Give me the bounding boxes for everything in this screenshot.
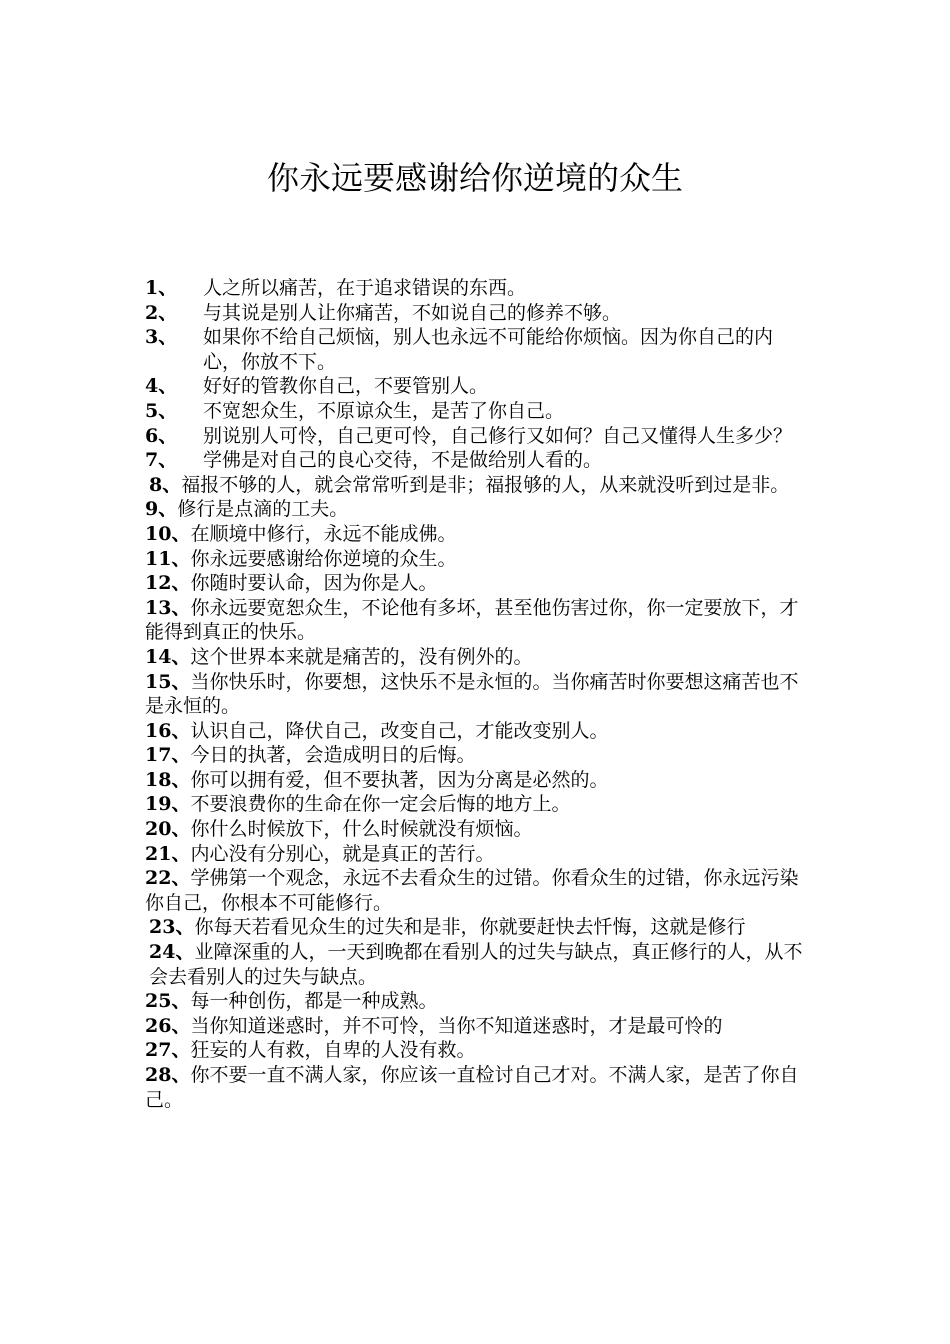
item-number: 11、 <box>145 547 191 570</box>
item-text: 学佛第一个观念，永远不去看众生的过错。你看众生的过错，你永远污染你自己，你根本不可能修行。 <box>145 867 799 914</box>
list-item <box>145 1063 809 1112</box>
list-item <box>145 915 809 940</box>
item-text: 当你快乐时，你要想，这快乐不是永恒的。当你痛苦时你要想这痛苦也不是永恒的。 <box>145 670 799 718</box>
item-number: 8、 <box>149 473 182 496</box>
list-item <box>145 522 809 547</box>
item-number: 24、 <box>149 941 195 964</box>
item-text: 在顺境中修行，永远不能成佛。 <box>190 522 457 545</box>
item-number: 9、 <box>145 498 178 521</box>
item-text: 认识自己，降伏自己，改变自己，才能改变别人。 <box>190 719 609 742</box>
list-item <box>145 325 809 374</box>
item-number: 1、 <box>145 277 178 299</box>
list-item <box>145 399 809 424</box>
item-text: 与其说是别人让你痛苦，不如说自己的修养不够。 <box>203 301 622 324</box>
item-number: 26、 <box>145 1014 191 1037</box>
item-number: 3、 <box>145 326 178 349</box>
item-text: 内心没有分别心，就是真正的苦行。 <box>190 842 495 865</box>
item-text: 你永远要感谢给你逆境的众生。 <box>190 547 457 570</box>
item-text: 每一种创伤，都是一种成熟。 <box>190 990 438 1013</box>
item-number: 20、 <box>145 818 191 841</box>
item-text: 你可以拥有爱，但不要执著，因为分离是必然的。 <box>190 768 609 791</box>
item-number: 6、 <box>145 424 178 447</box>
item-text: 今日的执著，会造成明日的后悔。 <box>190 744 476 767</box>
list-item <box>145 866 809 915</box>
list-item <box>145 842 809 867</box>
item-text: 如果你不给自己烦恼，别人也永远不可能给你烦恼。因为你自己的内心，你放不下。 <box>203 326 774 373</box>
item-number: 7、 <box>145 449 178 472</box>
item-text: 这个世界本来就是痛苦的，没有例外的。 <box>190 645 533 668</box>
list-item <box>145 301 809 326</box>
item-number: 27、 <box>145 1039 191 1062</box>
item-text: 业障深重的人，一天到晚都在看别人的过失与缺点，真正修行的人，从不会去看别人的过失与缺点。 <box>149 941 803 988</box>
page-title: 你永远要感谢给你逆境的众生 <box>266 159 683 197</box>
list-item <box>145 817 809 842</box>
item-text: 当你知道迷惑时，并不可怜，当你不知道迷惑时，才是最可怜的 <box>190 1014 723 1037</box>
list-item <box>145 473 809 498</box>
item-text: 人之所以痛苦，在于追求错误的东西。 <box>203 277 527 299</box>
item-text: 你永远要宽恕众生，不论他有多坏，甚至他伤害过你，你一定要放下，才能得到真正的快乐。 <box>145 596 799 644</box>
list-item <box>145 670 809 719</box>
item-number: 22、 <box>145 867 191 890</box>
item-number: 2、 <box>145 301 178 324</box>
list-item <box>145 719 809 744</box>
list-item <box>145 374 809 399</box>
item-number: 25、 <box>145 990 191 1013</box>
item-number: 23、 <box>149 916 195 939</box>
item-text: 你随时要认命，因为你是人。 <box>190 572 438 595</box>
list-item <box>145 497 809 522</box>
item-number: 5、 <box>145 399 178 422</box>
list-item <box>145 596 809 645</box>
list-item <box>145 989 809 1014</box>
list-item <box>145 1014 809 1039</box>
list-item <box>145 940 809 989</box>
list-item <box>145 743 809 768</box>
item-number: 16、 <box>145 719 191 742</box>
item-number: 14、 <box>145 645 191 668</box>
list-item <box>145 768 809 793</box>
item-text: 不要浪费你的生命在你一定会后悔的地方上。 <box>190 793 571 816</box>
list-item <box>145 571 809 596</box>
list-item <box>145 1038 809 1063</box>
item-text: 你每天若看见众生的过失和是非，你就要赶快去忏悔，这就是修行 <box>194 916 746 939</box>
item-number: 28、 <box>145 1064 191 1086</box>
item-number: 13、 <box>145 596 191 619</box>
item-text: 福报不够的人，就会常常听到是非；福报够的人，从来就没听到过是非。 <box>181 473 790 496</box>
item-text: 学佛是对自己的良心交待，不是做给别人看的。 <box>203 449 603 472</box>
item-text: 好好的管教你自己，不要管别人。 <box>203 375 489 398</box>
item-text: 不宽恕众生，不原谅众生，是苦了你自己。 <box>203 399 565 422</box>
item-text: 修行是点滴的工夫。 <box>177 498 349 521</box>
item-number: 21、 <box>145 842 191 865</box>
item-text: 你不要一直不满人家，你应该一直检讨自己才对。不满人家，是苦了你自己。 <box>145 1064 799 1111</box>
list-item <box>145 645 809 670</box>
item-number: 17、 <box>145 744 191 767</box>
list-item <box>145 792 809 817</box>
item-number: 15、 <box>145 670 191 693</box>
quote-list <box>145 276 809 1112</box>
item-text: 别说别人可怜，自己更可怜，自己修行又如何？自己又懂得人生多少？ <box>203 424 793 447</box>
list-item <box>145 424 809 449</box>
item-number: 19、 <box>145 793 191 816</box>
item-number: 18、 <box>145 768 191 791</box>
item-text: 狂妄的人有救，自卑的人没有救。 <box>190 1039 476 1062</box>
list-item <box>145 276 809 301</box>
list-item <box>145 547 809 572</box>
item-text: 你什么时候放下，什么时候就没有烦恼。 <box>190 818 533 841</box>
item-number: 12、 <box>145 572 191 595</box>
item-number: 4、 <box>145 375 178 398</box>
list-item <box>145 448 809 473</box>
item-number: 10、 <box>145 522 191 545</box>
